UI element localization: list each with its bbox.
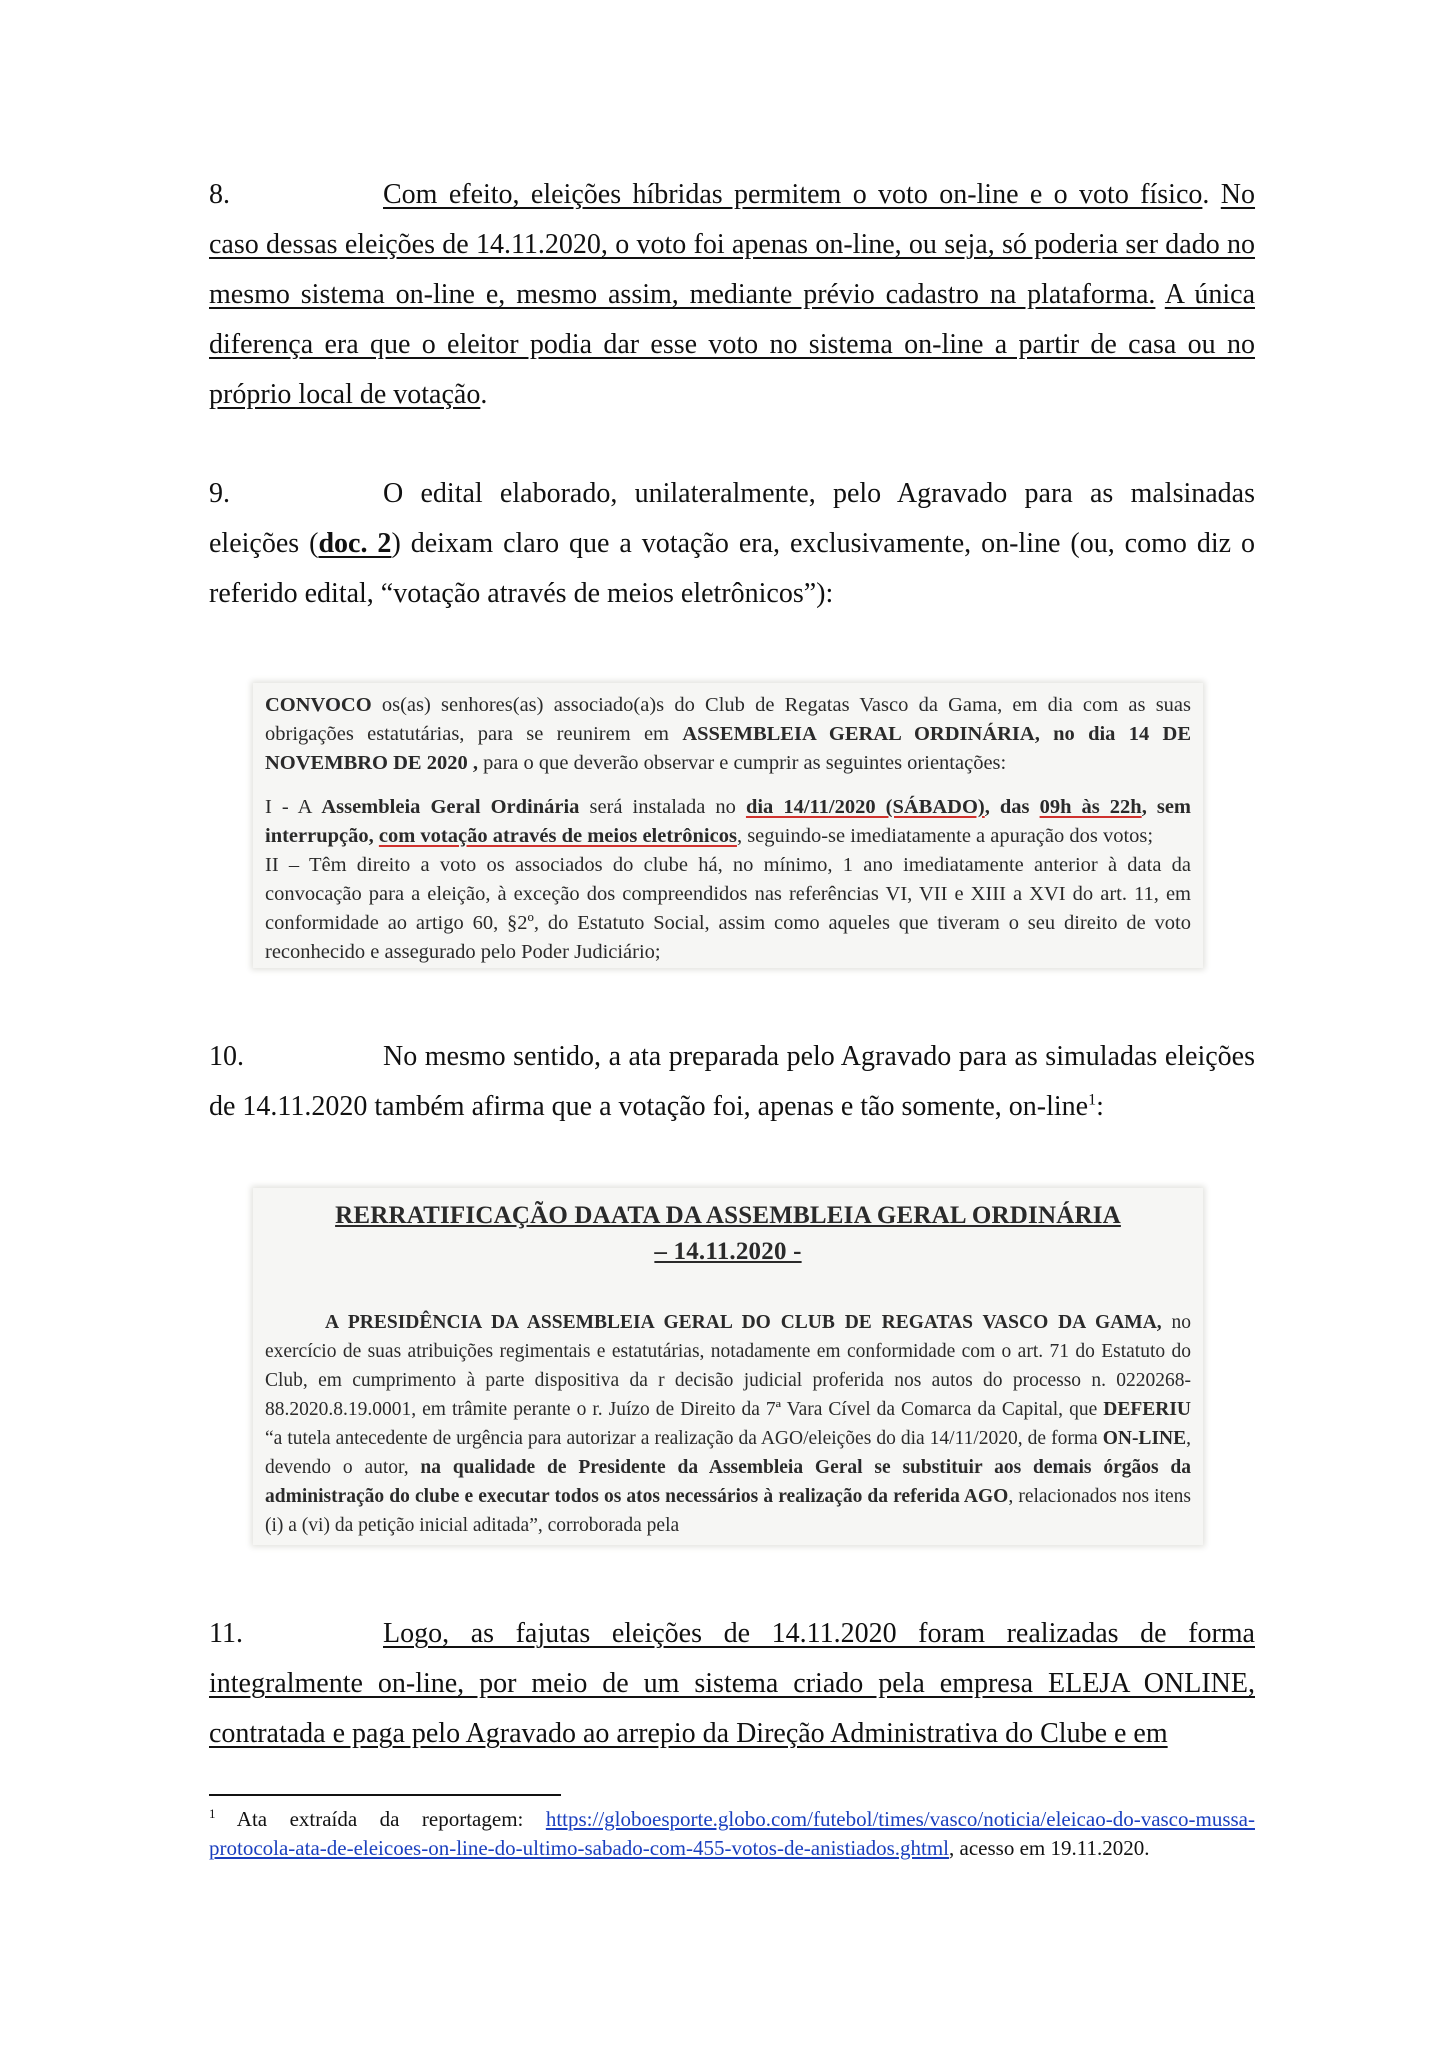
excerpt-text: A PRESIDÊNCIA DA ASSEMBLEIA GERAL DO CLUB DE REGATAS VASCO DA GAMA, xyxy=(325,1312,1162,1333)
footnote xyxy=(209,1805,1255,1863)
paragraph-number: 11. xyxy=(209,1618,243,1649)
excerpt-text: , seguindo-se imediatamente a apuração dos votos; xyxy=(736,825,1154,847)
footnote-text: Ata extraída da reportagem: xyxy=(215,1807,546,1831)
excerpt-highlight: com votação através de meios eletrônicos xyxy=(378,825,737,847)
excerpt-text: ASSEMBLEIA GERAL ORDINÁRIA, no dia 14 DE NOVEMBRO DE 2020 , xyxy=(265,723,1191,774)
excerpt-heading-date: – 14.11.2020 - xyxy=(654,1238,802,1265)
paragraph-text: No caso dessas eleições de 14.11.2020, o voto foi apenas on-line, ou seja, só poderia ser dado no mesmo sistema on-line e, mesmo assim, mediante prévio cadastro na plataforma. xyxy=(209,179,1256,310)
excerpt-text: I - A xyxy=(265,796,322,818)
paragraph-text: Logo, as fajutas eleições de 14.11.2020 foram realizadas de forma integralmente on-line, por meio de um sistema criado pela empresa ELEJA ONLINE, contratada e paga pelo Agravado ao arrepio da Direção Administrativa do Clube e em xyxy=(209,1618,1255,1749)
paragraph-text: . xyxy=(480,379,488,410)
footnote-text: , acesso em 19.11.2020. xyxy=(949,1836,1150,1860)
excerpt-text: , das xyxy=(984,796,1040,818)
excerpt-highlight: dia 14/11/2020 (SÁBADO) xyxy=(745,796,985,818)
paragraph-11 xyxy=(209,1609,1255,1759)
footnote-number: 1 xyxy=(209,1806,216,1821)
excerpt-highlight: 09h às 22h xyxy=(1039,796,1142,818)
excerpt-text: CONVOCO xyxy=(265,694,372,716)
excerpt-heading: RERRATIFICAÇÃO DAATA DA ASSEMBLEIA GERAL ORDINÁRIA xyxy=(335,1202,1121,1229)
edital-excerpt-image xyxy=(253,683,1203,968)
excerpt-text: , sem interrupção, xyxy=(265,796,1192,847)
excerpt-item-2: II – Têm direito a voto os associados do clube há, no mínimo, 1 ano imediatamente anterior à data da convocação para a eleição, à exceção dos compreendidos nas referências VI, VII e XIII a XVI do art. 11, em conformidade ao artigo 60, §2º, do Estatuto Social, assim como aqueles que tiveram o seu direito de voto reconhecido e assegurado pelo Poder Judiciário; xyxy=(265,854,1191,963)
excerpt-text: , relacionados nos itens (i) a (vi) da petição inicial aditada”, corroborada pela xyxy=(265,1486,1191,1536)
excerpt-text: Assembleia Geral Ordinária xyxy=(321,796,580,818)
paragraph-text: A única diferença era que o eleitor podia dar esse voto no sistema on-line a partir de casa ou no próprio local de votação xyxy=(209,279,1255,410)
excerpt-paragraph xyxy=(265,1308,1191,1540)
paragraph-text: . xyxy=(1202,179,1221,210)
excerpt-text: DEFERIU xyxy=(1103,1399,1191,1420)
excerpt-text: “a tutela antecedente de urgência para autorizar a realização da AGO/eleições do dia 14/11/2020, de forma xyxy=(265,1428,1103,1449)
paragraph-text: ) deixam claro que a votação era, exclusivamente, on-line (ou, como diz o referido edital, “votação através de meios eletrônicos”): xyxy=(209,528,1256,609)
paragraph-text xyxy=(1155,279,1164,310)
paragraph-text: No mesmo sentido, a ata preparada pelo Agravado para as simuladas eleições de 14.11.2020 também afirma que a votação foi, apenas e tão somente, on-line xyxy=(209,1041,1255,1122)
paragraph-8 xyxy=(209,170,1255,420)
paragraph-text: : xyxy=(1096,1091,1104,1122)
doc-reference: doc. 2 xyxy=(318,528,392,559)
paragraph-number: 10. xyxy=(209,1041,244,1072)
excerpt-text: será instalada no xyxy=(579,796,746,818)
paragraph-9 xyxy=(209,469,1255,619)
paragraph-number: 8. xyxy=(209,179,230,210)
paragraph-number: 9. xyxy=(209,478,230,509)
excerpt-text: no exercício de suas atribuições regimentais e estatutárias, notadamente em conformidade com o art. 71 do Estatuto do Club, em cumprimento à parte dispositiva da r decisão judicial proferida nos autos do processo n. 0220268-88.2020.8.19.0001, em trâmite perante o r. Juízo de Direito da 7ª Vara Cível da Comarca da Capital, que xyxy=(265,1312,1192,1420)
excerpt-text: , devendo o autor, xyxy=(265,1428,1191,1478)
excerpt-item-1 xyxy=(265,793,1191,851)
footnote-link[interactable]: https://globoesporte.globo.com/futebol/times/vasco/noticia/eleicao-do-vasco-mussa-protocola-ata-de-eleicoes-on-line-do-ultimo-sabado-com-455-votos-de-anistiados.ghtml xyxy=(209,1807,1255,1860)
excerpt-paragraph xyxy=(265,691,1191,778)
paragraph-10 xyxy=(209,1032,1255,1132)
footnote-reference: 1 xyxy=(1088,1091,1097,1109)
excerpt-text: os(as) senhores(as) associado(a)s do Club de Regatas Vasco da Gama, em dia com as suas obrigações estatutárias, para se reunirem em xyxy=(265,694,1191,745)
excerpt-text: na qualidade de Presidente da Assembleia Geral se substituir aos demais órgãos da administração do clube e executar todos os atos necessários à realização da referida AGO xyxy=(265,1457,1191,1507)
paragraph-text: Com efeito, eleições híbridas permitem o voto on-line e o voto físico xyxy=(383,179,1203,210)
paragraph-text: O edital elaborado, unilateralmente, pelo Agravado para as malsinadas eleições ( xyxy=(209,478,1255,559)
excerpt-text: ON-LINE xyxy=(1102,1428,1187,1449)
excerpt-text: para o que deverão observar e cumprir as seguintes orientações: xyxy=(477,752,1007,774)
ata-excerpt-image xyxy=(253,1188,1203,1545)
footnote-separator xyxy=(209,1794,561,1796)
